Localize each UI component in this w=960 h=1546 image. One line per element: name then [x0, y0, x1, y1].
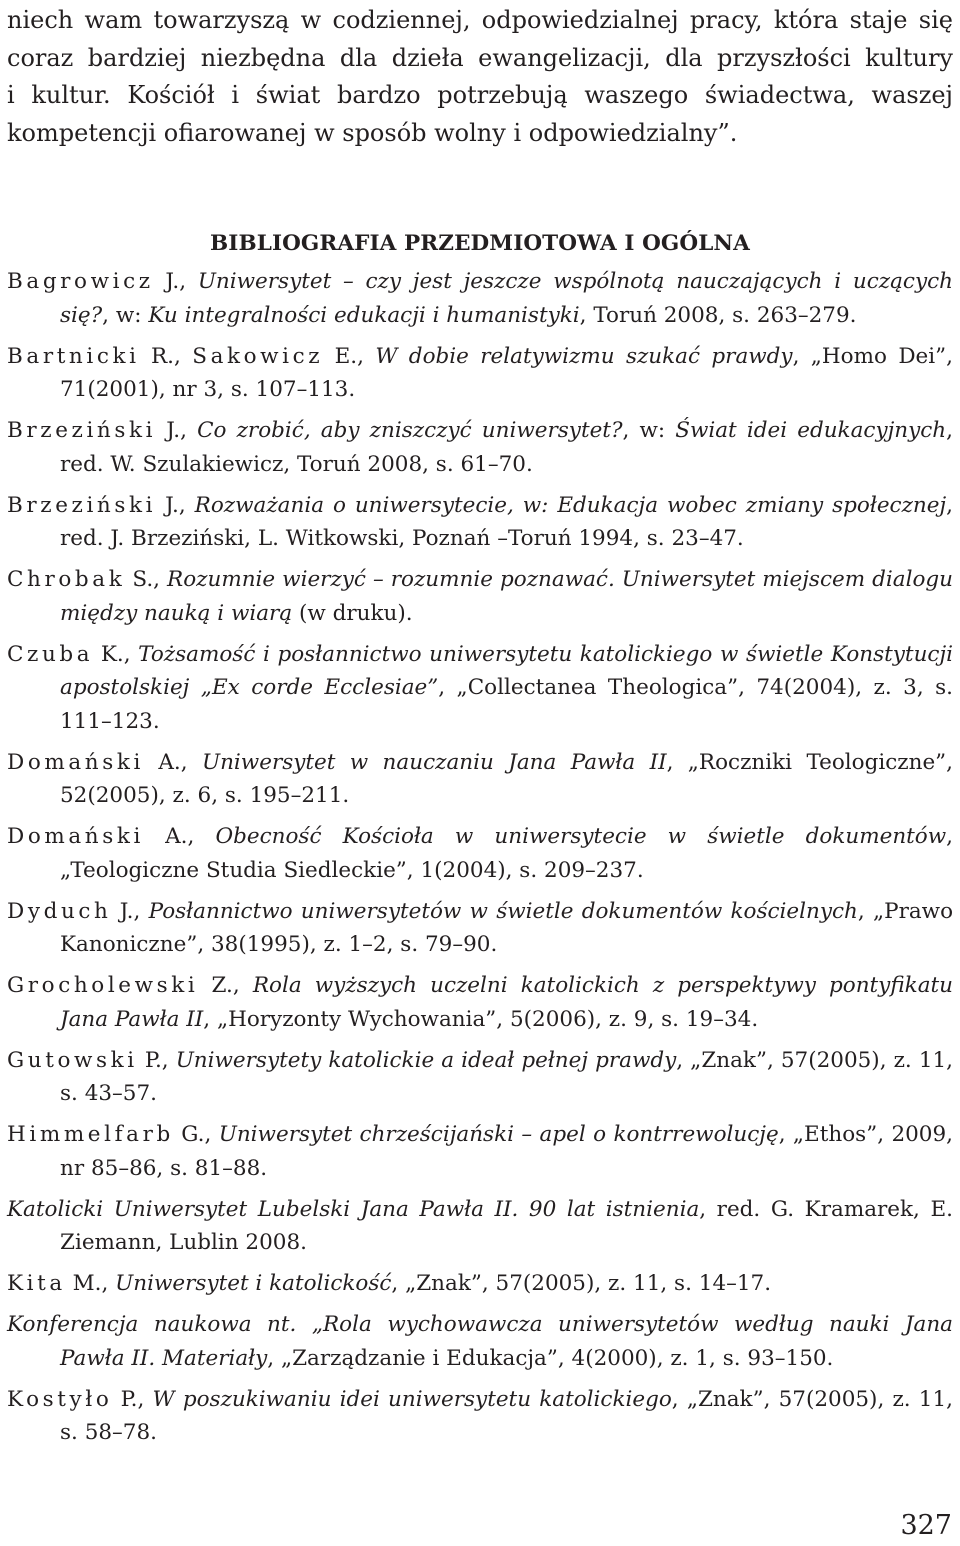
- entry-author: Domański: [7, 824, 144, 849]
- bibliography-entry: [7, 1308, 953, 1375]
- entry-title: Uniwersytet chrześcijański – apel o kontrrewolucję: [218, 1122, 779, 1147]
- entry-author: Czuba: [7, 641, 94, 667]
- page-content: [7, 0, 953, 1457]
- entry-details: , „Znak”, 57(2005), z. 11, s. 43–57.: [60, 1047, 954, 1106]
- entry-separator: ,: [137, 1386, 153, 1412]
- entry-details: , „Homo Dei”, 71(2001), nr 3, s. 107–113.: [60, 343, 953, 402]
- entry-author-initial: R.: [150, 343, 175, 369]
- entry-title: W poszukiwaniu idei uniwersytetu katolickiego: [152, 1386, 672, 1412]
- bibliography-entry: [7, 265, 953, 332]
- entry-source-title: Ku integralności edukacji i humanistyki: [148, 302, 580, 328]
- bibliography-entry: [7, 1118, 953, 1185]
- entry-title: Obecność Kościoła w uniwersytecie w świetle dokumentów: [215, 824, 947, 849]
- entry-author-initial: M.: [72, 1271, 102, 1296]
- entry-author-initial: G.: [181, 1122, 205, 1147]
- intro-line: i kultur. Kościół i świat bardzo potrzebują waszego świadectwa, waszej: [7, 81, 953, 109]
- entry-author-initial: P.: [144, 1047, 162, 1073]
- intro-line: kompetencji ofiarowanej w sposób wolny i odpowiedzialny”.: [7, 118, 738, 147]
- bibliography-entry: [7, 895, 953, 962]
- entry-details: , „Collectanea Theologica”, 74(2004), z. 3, s. 111–123.: [60, 675, 953, 734]
- entry-author: Domański: [7, 749, 144, 775]
- entry-title: Tożsamość i posłannictwo uniwersytetu katolickiego w świetle Konstytucji apostolskiej „Ex corde Ecclesiae”: [60, 641, 953, 700]
- entry-author: Bagrowicz: [7, 269, 154, 294]
- bibliography-entry: [7, 820, 953, 887]
- entry-title: Rozumnie wierzyć – rozumnie poznawać. Uniwersytet miejscem dialogu między nauką i wiarą: [60, 567, 953, 626]
- entry-author-initial: J.: [165, 492, 179, 518]
- entry-details: , „Znak”, 57(2005), z. 11, s. 58–78.: [60, 1386, 953, 1445]
- entry-author-initial: J.: [166, 418, 181, 443]
- entry-details: , „Roczniki Teologiczne”, 52(2005), z. 6, s. 195–211.: [60, 749, 954, 808]
- bibliography-entry: [7, 638, 953, 739]
- bibliography-entry: [7, 1383, 953, 1450]
- page-number: 327: [900, 1510, 952, 1541]
- entry-author: Grocholewski: [7, 973, 199, 998]
- entry-author: Sakowicz: [192, 343, 324, 369]
- entry-author-initial: A.: [158, 749, 181, 775]
- entry-separator: ,: [123, 641, 139, 667]
- entry-details: , Toruń 2008, s. 263–279.: [579, 302, 857, 328]
- entry-title: Uniwersytet – czy jest jeszcze wspólnotą nauczających i uczących się?: [60, 269, 953, 328]
- entry-separator: ,: [180, 749, 202, 775]
- entry-separator: ,: [179, 269, 198, 294]
- entry-details: , „Horyzonty Wychowania”, 5(2006), z. 9, s. 19–34.: [203, 1006, 759, 1032]
- entry-title: Uniwersytet i katolickość: [115, 1271, 392, 1296]
- intro-paragraph: [7, 0, 953, 152]
- entry-title: Rozważania o uniwersytecie, w: Edukacja wobec zmiany społecznej: [194, 492, 947, 518]
- entry-details: (w druku).: [292, 600, 413, 626]
- bibliography-entry: Bartnicki R., Sakowicz E., W dobie relatywizmu szukać prawdy, „Homo Dei”, 71(2001), nr 3, s. 107–113.: [7, 343, 953, 402]
- entry-details: , red. J. Brzeziński, L. Witkowski, Poznań –Toruń 1994, s. 23–47.: [60, 492, 953, 551]
- entry-author: Brzeziński: [7, 418, 157, 443]
- entry-separator: ,: [101, 1271, 116, 1296]
- entry-separator: ,: [178, 492, 195, 518]
- entry-separator: ,: [180, 418, 198, 443]
- entry-details: , „Znak”, 57(2005), z. 11, s. 14–17.: [391, 1271, 772, 1296]
- entry-author: Kita: [7, 1271, 66, 1296]
- intro-line: coraz bardziej niezbędna dla dzieła ewangelizacji, dla przyszłości kultury: [7, 43, 953, 72]
- entry-author-initial: K.: [100, 641, 124, 667]
- entry-details: , „Zarządzanie i Edukacja”, 4(2000), z. 1, s. 93–150.: [267, 1345, 834, 1371]
- entry-separator: ,: [187, 824, 216, 849]
- entry-author: Gutowski: [7, 1047, 138, 1073]
- entry-details: , red. W. Szulakiewicz, Toruń 2008, s. 61–70.: [60, 418, 953, 477]
- entry-details: , w:: [102, 302, 149, 328]
- bibliography-entry: [7, 746, 953, 813]
- bibliography-entry: [7, 563, 953, 630]
- entry-title: Katolicki Uniwersytet Lubelski Jana Pawła II. 90 lat istnienia: [7, 1196, 700, 1222]
- entry-author-initial: S.: [132, 567, 154, 592]
- bibliography-entry: [7, 414, 953, 481]
- entry-separator: ,: [232, 973, 253, 998]
- entry-separator: ,: [133, 898, 149, 924]
- entry-details: , „Ethos”, 2009, nr 85–86, s. 81–88.: [60, 1122, 953, 1181]
- entry-details: , „Teologiczne Studia Siedleckie”, 1(2004), s. 209–237.: [60, 824, 953, 883]
- bibliography-entry: [7, 1193, 953, 1260]
- entry-separator: ,: [153, 567, 168, 592]
- entry-source-title: Świat idei edukacyjnych: [675, 418, 947, 443]
- entry-author-initial: Z.: [211, 973, 233, 998]
- entry-author-initial: J.: [165, 269, 180, 294]
- bibliography-entry: [7, 1267, 953, 1301]
- entry-title: W dobie relatywizmu szukać prawdy: [375, 343, 793, 369]
- entry-details: , w:: [622, 418, 676, 443]
- entry-author: Dyduch: [7, 898, 112, 924]
- entry-author: Kostyło: [7, 1386, 113, 1412]
- entry-title: Uniwersytety katolickie a ideał pełnej prawdy: [175, 1047, 677, 1073]
- entry-title: Rola wyższych uczelni katolickich z perspektywy pontyfikatu Jana Pawła II: [60, 973, 953, 1032]
- entry-details: , red. G. Kramarek, E. Ziemann, Lublin 2008.: [60, 1196, 953, 1255]
- entry-author-initial: A.: [165, 824, 188, 849]
- entry-separator: ,: [161, 1047, 176, 1073]
- entry-separator: ,: [204, 1122, 219, 1147]
- entry-details: , „Prawo Kanoniczne”, 38(1995), z. 1–2, s. 79–90.: [60, 898, 954, 957]
- entry-author: Himmelfarb: [7, 1122, 174, 1147]
- entry-author-initial: J.: [119, 898, 134, 924]
- entry-title: Konferencja naukowa nt. „Rola wychowawcza uniwersytetów według nauki Jana Pawła II. Materiały: [7, 1312, 953, 1371]
- entry-author: Bartnicki: [7, 343, 140, 369]
- bibliography-entry: [7, 489, 953, 556]
- entry-title: Uniwersytet w nauczaniu Jana Pawła II: [201, 749, 667, 775]
- bibliography-entry: [7, 1044, 953, 1111]
- entry-title: Co zrobić, aby zniszczyć uniwersytet?: [197, 418, 623, 443]
- intro-line: niech wam towarzyszą w codziennej, odpowiedzialnej pracy, która staje się: [7, 6, 953, 34]
- bibliography-entry: [7, 969, 953, 1036]
- bibliography-list: [7, 265, 953, 1450]
- entry-separator: ,: [357, 343, 376, 369]
- entry-title: Posłannictwo uniwersytetów w świetle dokumentów kościelnych: [148, 898, 858, 924]
- entry-author: Brzeziński: [7, 492, 157, 518]
- entry-author-initial: E.: [334, 343, 358, 369]
- entry-author-initial: P.: [120, 1386, 138, 1412]
- bibliography-heading: BIBLIOGRAFIA PRZEDMIOTOWA I OGÓLNA: [210, 231, 750, 256]
- entry-author: Chrobak: [7, 567, 126, 592]
